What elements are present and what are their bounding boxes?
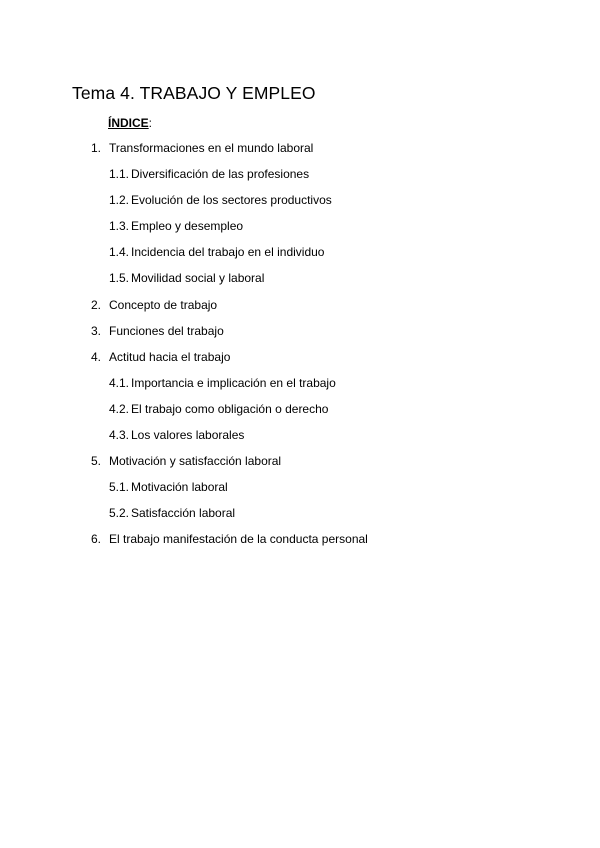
toc-item-number: 4.3. [109, 428, 130, 443]
toc-section [0, 531, 600, 557]
index-label: ÍNDICE [108, 116, 149, 130]
toc-subsection [0, 192, 600, 218]
toc-item-number: 1. [91, 141, 102, 155]
toc-item-text: Motivación y satisfacción laboral [109, 454, 282, 469]
toc-subsection [0, 375, 600, 401]
toc-section [0, 140, 600, 166]
toc-item-number: 1.3. [109, 219, 130, 234]
toc-item-number: 4.1. [109, 375, 130, 390]
toc-item-number: 2. [91, 297, 102, 312]
toc-subsection [0, 218, 600, 244]
toc-item-text: Movilidad social y laboral [131, 271, 265, 286]
toc-item-text: Concepto de trabajo [109, 297, 218, 312]
toc-item-text: Motivación laboral [131, 480, 228, 495]
toc-item-text: El trabajo manifestación de la conducta personal [109, 532, 368, 547]
toc-item-number: 1.4. [109, 245, 130, 260]
index-heading [108, 115, 152, 131]
index-colon: : [148, 116, 153, 130]
toc-item-text: Transformaciones en el mundo laboral [109, 141, 314, 155]
toc-subsection [0, 401, 600, 427]
toc-section [0, 323, 600, 349]
toc-subsection [0, 244, 600, 270]
toc-item-text: Satisfacción laboral [131, 506, 236, 521]
toc-item-number: 1.1. [109, 167, 130, 182]
toc-item-text: Funciones del trabajo [109, 323, 224, 338]
toc-item-text: Incidencia del trabajo en el individuo [131, 245, 325, 260]
toc-item-text: Evolución de los sectores productivos [131, 193, 332, 208]
toc-subsection [0, 427, 600, 453]
page-title: Tema 4. TRABAJO Y EMPLEO [72, 83, 316, 103]
toc-subsection [0, 505, 600, 531]
toc-item-number: 4. [91, 349, 102, 364]
toc-item-text: El trabajo como obligación o derecho [131, 401, 329, 416]
toc-item-number: 1.5. [109, 271, 130, 286]
toc-section [0, 453, 600, 479]
toc-item-text: Importancia e implicación en el trabajo [131, 375, 336, 390]
toc-item-text: Diversificación de las profesiones [131, 167, 310, 182]
toc-item-text: Actitud hacia el trabajo [109, 349, 231, 364]
toc-item-number: 3. [91, 323, 102, 338]
toc-item-number: 5.2. [109, 506, 130, 521]
toc-item-number: 4.2. [109, 401, 130, 416]
toc-item-text: Los valores laborales [131, 428, 245, 443]
toc-subsection [0, 166, 600, 192]
toc-item-number: 1.2. [109, 193, 130, 208]
toc-item-number: 6. [91, 532, 102, 547]
toc-subsection [0, 270, 600, 296]
table-of-contents [0, 140, 600, 558]
toc-item-number: 5. [91, 454, 102, 469]
toc-item-number: 5.1. [109, 480, 130, 495]
toc-subsection [0, 479, 600, 505]
toc-item-text: Empleo y desempleo [131, 219, 244, 234]
toc-section [0, 297, 600, 323]
toc-section [0, 349, 600, 375]
